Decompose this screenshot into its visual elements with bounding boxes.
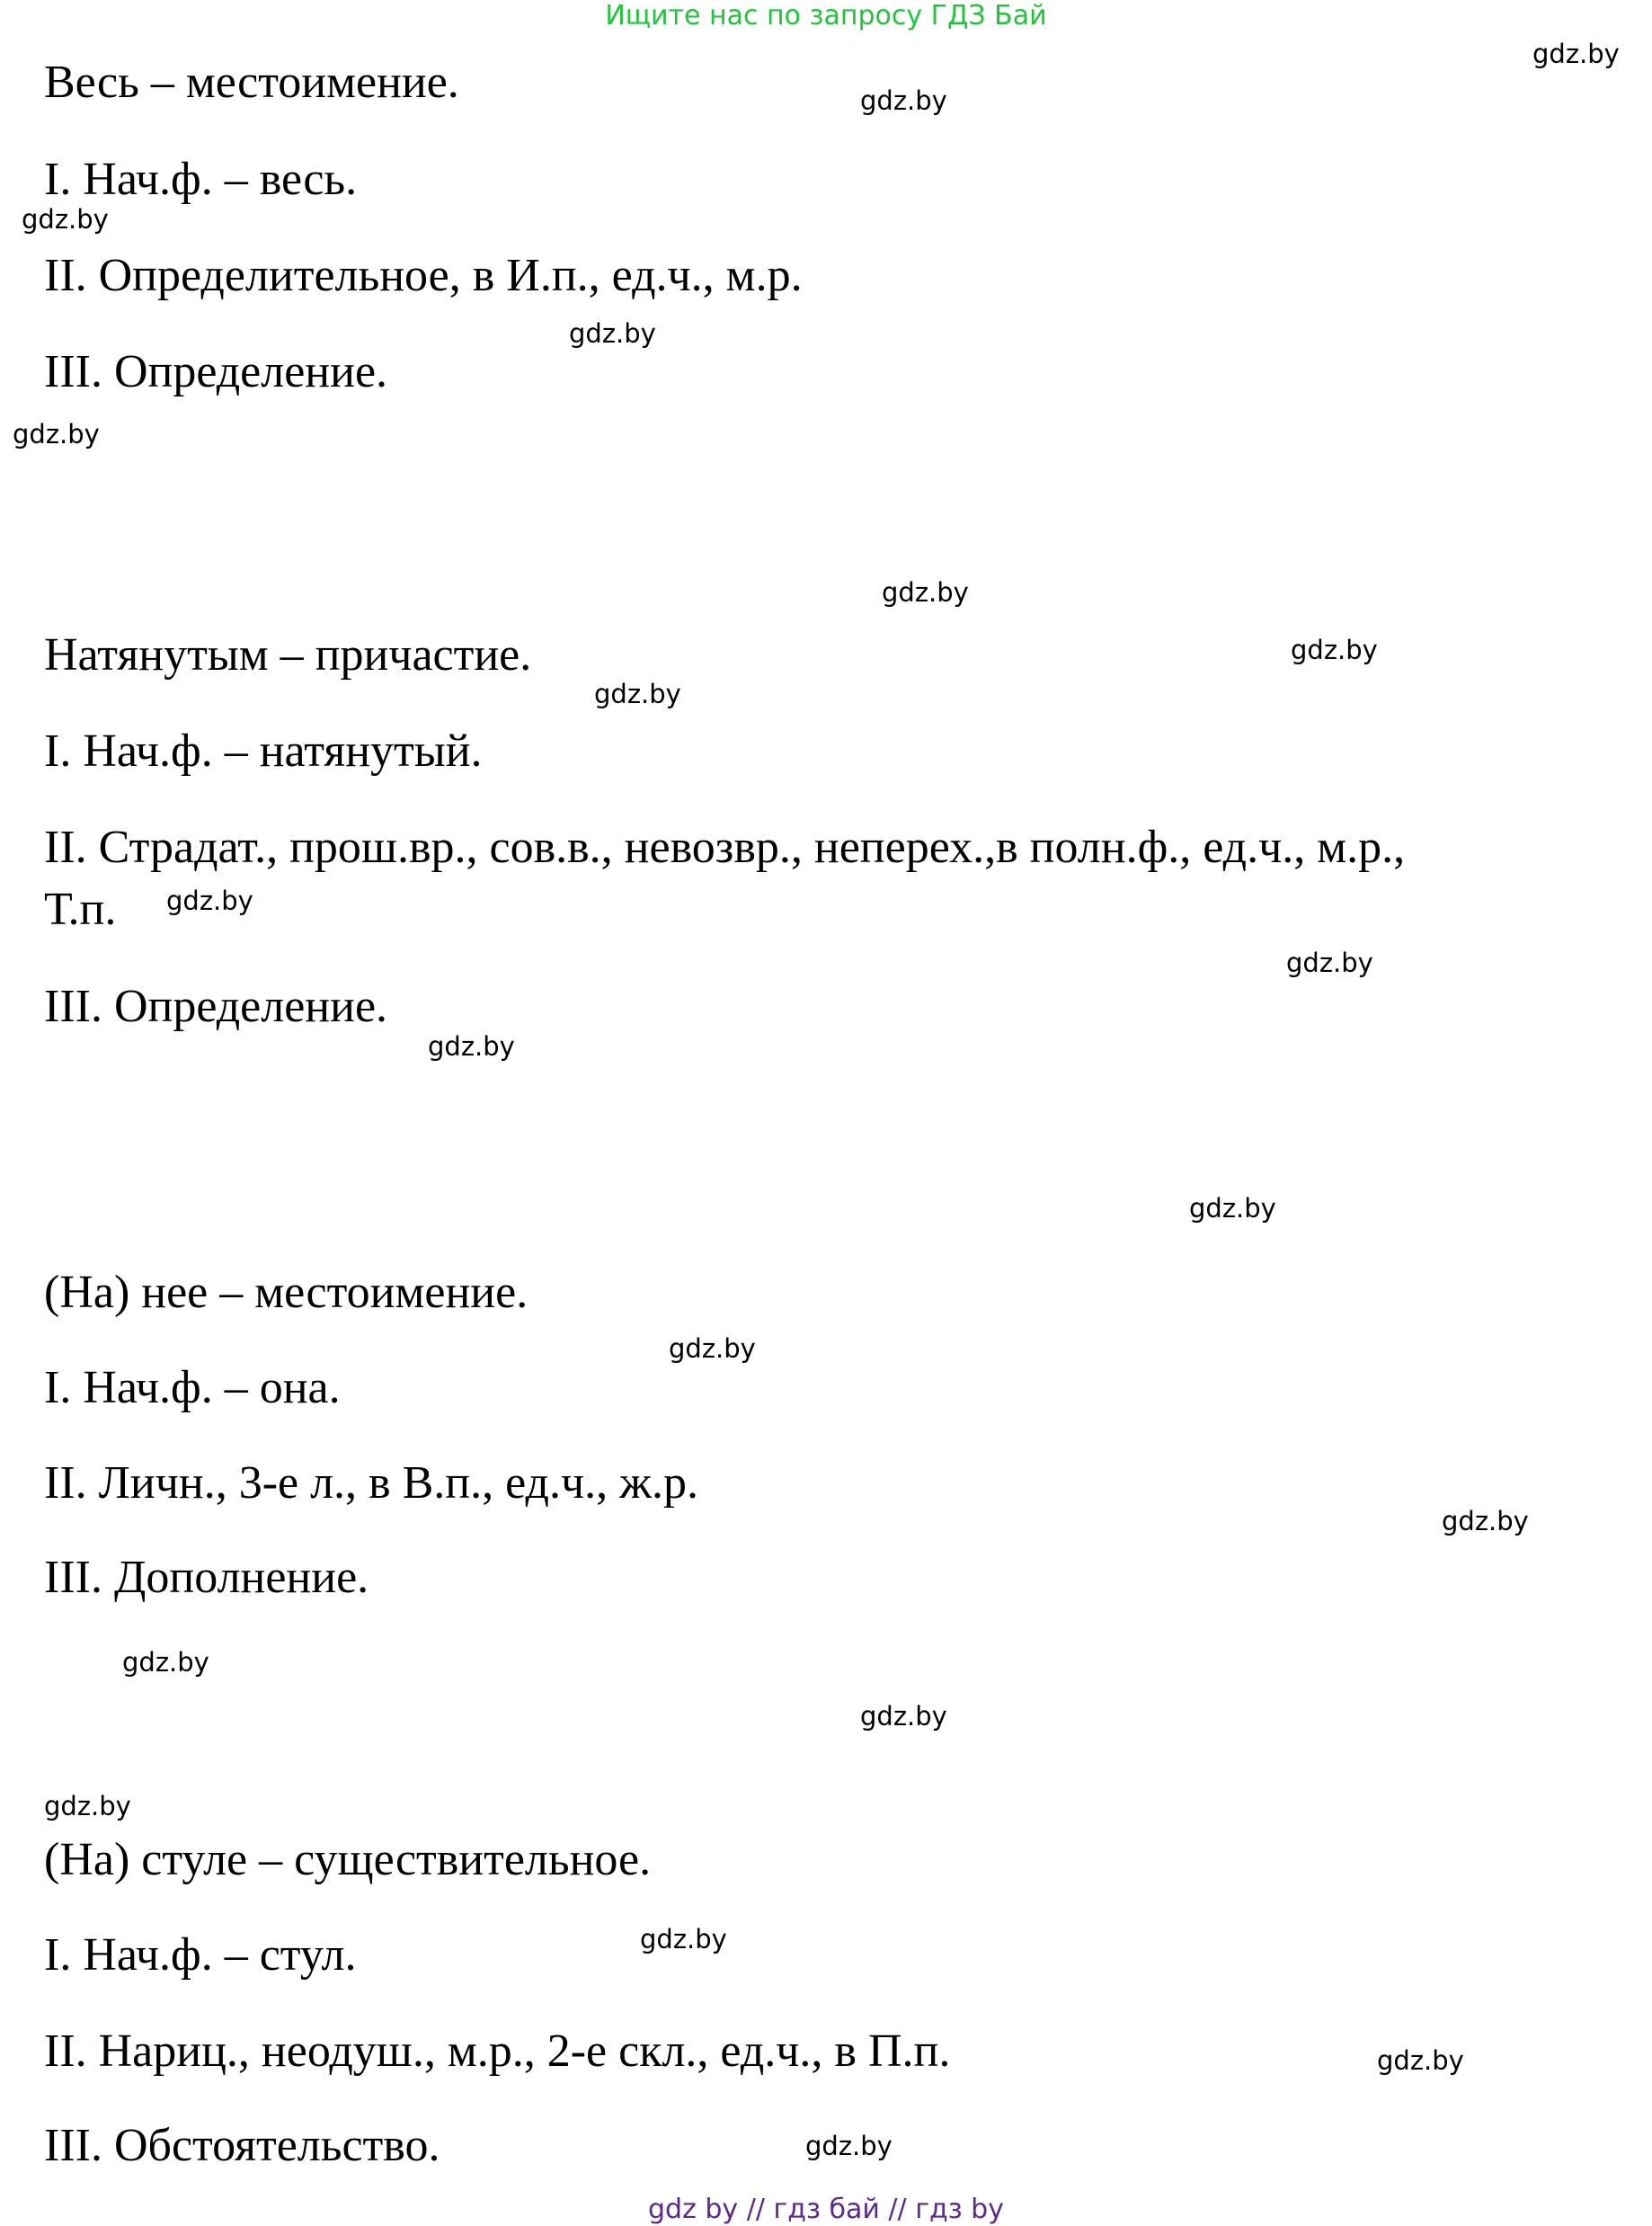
footer-link-gdz-by-cyr[interactable]: гдз by [915,2194,1004,2225]
block-3-heading: (На) нее – местоимение. [44,1267,528,1318]
search-banner [0,0,1652,32]
block-4-heading: (На) стуле – существительное. [44,1834,652,1885]
watermark: gdz.by [569,318,656,349]
block-2-syntax-role: III. Определение. [44,981,388,1032]
watermark: gdz.by [1189,1193,1276,1224]
footer-separator: // [888,2194,907,2225]
watermark: gdz.by [882,577,969,608]
block-4-features: II. Нариц., неодуш., м.р., 2-е скл., ед.ч., в П.п. [44,2026,951,2077]
block-1-syntax-role: III. Определение. [44,346,388,397]
watermark: gdz.by [860,85,947,116]
watermark: gdz.by [669,1333,756,1364]
footer-links [0,2194,1652,2226]
watermark: gdz.by [805,2131,893,2161]
block-3-syntax-role: III. Дополнение. [44,1552,369,1603]
watermark: gdz.by [1291,635,1378,665]
watermark: gdz.by [594,679,681,709]
block-1-heading: Весь – местоимение. [44,57,459,108]
watermark: gdz.by [1442,1506,1529,1536]
watermark: gdz.by [860,1701,947,1732]
block-2-features-cont: Т.п. [44,884,117,935]
search-banner-link[interactable]: Ищите нас по запросу ГДЗ Бай [605,0,1047,31]
watermark: gdz.by [122,1647,209,1678]
footer-link-gdz-by[interactable]: gdz by [648,2194,739,2225]
watermark: gdz.by [1286,948,1373,978]
footer-link-gdz-bai[interactable]: гдз бай [773,2194,880,2225]
watermark: gdz.by [1532,39,1620,69]
block-3-features: II. Личн., 3-е л., в В.п., ед.ч., ж.р. [44,1457,699,1509]
block-2-features: II. Страдат., прош.вр., сов.в., невозвр., неперех.,в полн.ф., ед.ч., м.р., [44,822,1406,873]
watermark: gdz.by [13,419,100,450]
block-1-features: II. Определительное, в И.п., ед.ч., м.р. [44,250,803,301]
footer-separator: // [746,2194,765,2225]
block-3-initial-form: I. Нач.ф. – она. [44,1362,341,1413]
watermark: gdz.by [22,204,109,235]
block-4-initial-form: I. Нач.ф. – стул. [44,1929,357,1981]
watermark: gdz.by [44,1791,131,1821]
watermark: gdz.by [640,1924,727,1954]
block-2-heading: Натянутым – причастие. [44,629,532,681]
watermark: gdz.by [428,1031,515,1062]
block-2-initial-form: I. Нач.ф. – натянутый. [44,726,483,777]
watermark: gdz.by [166,886,253,916]
block-1-initial-form: I. Нач.ф. – весь. [44,154,358,205]
block-4-syntax-role: III. Обстоятельство. [44,2120,440,2171]
watermark: gdz.by [1377,2045,1464,2076]
